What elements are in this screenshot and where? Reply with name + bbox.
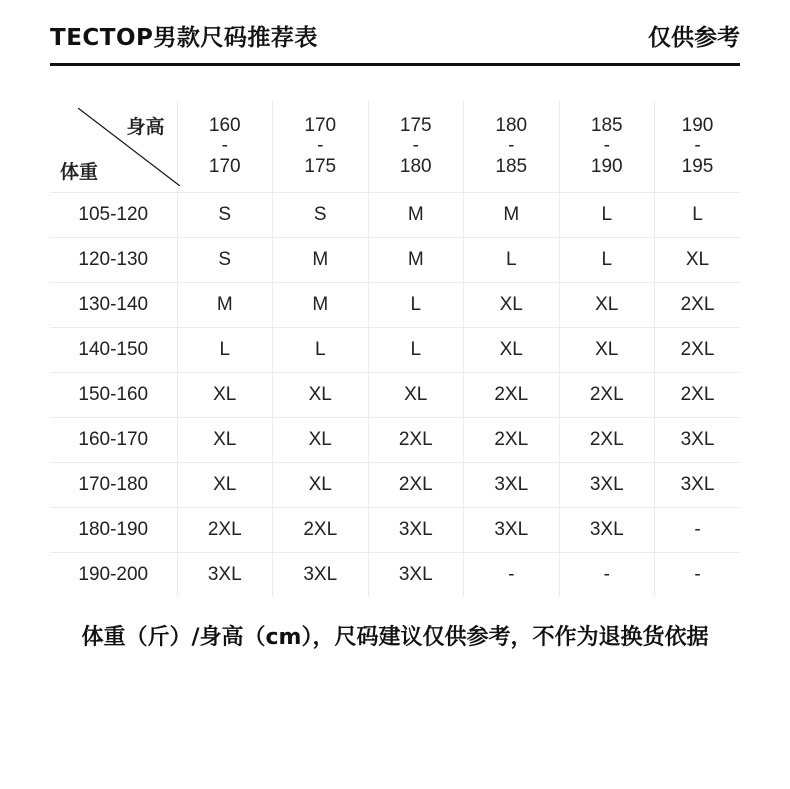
height-to: 170 [208, 156, 241, 177]
table-row [50, 193, 740, 238]
weight-range-cell: 160-170 [50, 418, 177, 463]
size-cell: 2XL [368, 418, 464, 463]
size-chart-table [50, 100, 740, 597]
size-cell: 3XL [464, 463, 560, 508]
height-header-cell [177, 100, 273, 193]
size-cell: 3XL [273, 553, 369, 598]
height-from: 170 [304, 115, 337, 136]
size-cell: - [464, 553, 560, 598]
size-cell: - [559, 553, 655, 598]
size-cell: 2XL [559, 418, 655, 463]
size-cell: 3XL [464, 508, 560, 553]
size-cell: XL [368, 373, 464, 418]
size-cell: M [368, 238, 464, 283]
reference-note: 仅供参考 [648, 24, 740, 51]
height-to: 190 [590, 156, 623, 177]
weight-range-cell: 120-130 [50, 238, 177, 283]
size-cell: XL [273, 373, 369, 418]
page-title: TECTOP男款尺码推荐表 [50, 24, 318, 51]
height-to: 185 [495, 156, 528, 177]
size-cell: 2XL [655, 328, 741, 373]
height-header-cell [464, 100, 560, 193]
size-cell: XL [273, 418, 369, 463]
table-row [50, 418, 740, 463]
size-cell: L [559, 238, 655, 283]
table-header-row [50, 100, 740, 193]
table-row [50, 553, 740, 598]
table-row [50, 283, 740, 328]
weight-range-cell: 180-190 [50, 508, 177, 553]
height-to: 175 [304, 156, 337, 177]
height-dash: - [317, 135, 324, 156]
size-cell: XL [177, 463, 273, 508]
size-cell: 2XL [655, 283, 741, 328]
size-cell: L [368, 283, 464, 328]
size-cell: XL [177, 418, 273, 463]
size-cell: 2XL [559, 373, 655, 418]
size-cell: 3XL [368, 508, 464, 553]
height-dash: - [694, 135, 701, 156]
height-from: 180 [495, 115, 528, 136]
height-header-cell [273, 100, 369, 193]
size-cell: XL [464, 328, 560, 373]
height-from: 175 [399, 115, 432, 136]
height-dash: - [603, 135, 610, 156]
size-cell: 2XL [464, 418, 560, 463]
size-cell: S [273, 193, 369, 238]
size-cell: XL [273, 463, 369, 508]
size-cell: L [655, 193, 741, 238]
weight-range-cell: 190-200 [50, 553, 177, 598]
size-cell: 2XL [177, 508, 273, 553]
size-cell: L [273, 328, 369, 373]
height-header-cell [655, 100, 741, 193]
size-cell: M [273, 238, 369, 283]
size-cell: 3XL [559, 463, 655, 508]
size-cell: XL [559, 328, 655, 373]
size-cell: XL [177, 373, 273, 418]
size-cell: S [177, 193, 273, 238]
size-cell: 2XL [273, 508, 369, 553]
weight-range-cell: 140-150 [50, 328, 177, 373]
header-divider [50, 63, 740, 66]
height-dash: - [221, 135, 228, 156]
weight-axis-label: 体重 [60, 161, 99, 183]
size-cell: S [177, 238, 273, 283]
weight-range-cell: 130-140 [50, 283, 177, 328]
size-cell: M [273, 283, 369, 328]
size-cell: L [368, 328, 464, 373]
size-cell: 2XL [655, 373, 741, 418]
size-cell: XL [655, 238, 741, 283]
table-row [50, 373, 740, 418]
size-cell: 3XL [177, 553, 273, 598]
weight-range-cell: 170-180 [50, 463, 177, 508]
corner-cell [50, 100, 177, 193]
height-axis-label: 身高 [126, 116, 165, 138]
height-from: 160 [208, 115, 241, 136]
size-cell: 2XL [464, 373, 560, 418]
footer-disclaimer: 体重（斤）/身高（cm），尺码建议仅供参考，不作为退换货依据 [81, 625, 709, 650]
size-cell: XL [464, 283, 560, 328]
height-dash: - [508, 135, 515, 156]
weight-range-cell: 105-120 [50, 193, 177, 238]
size-cell: L [559, 193, 655, 238]
size-cell: 3XL [655, 463, 741, 508]
size-cell: 3XL [655, 418, 741, 463]
size-cell: - [694, 564, 701, 585]
size-cell: 3XL [368, 553, 464, 598]
table-row [50, 328, 740, 373]
table-row [50, 508, 740, 553]
height-from: 190 [681, 115, 714, 136]
size-cell: M [177, 283, 273, 328]
height-to: 180 [399, 156, 432, 177]
height-header-cell [559, 100, 655, 193]
size-cell: 3XL [559, 508, 655, 553]
height-header-cell [368, 100, 464, 193]
height-dash: - [412, 135, 419, 156]
size-cell: L [464, 238, 560, 283]
table-row [50, 463, 740, 508]
page-header [50, 14, 740, 56]
height-from: 185 [590, 115, 623, 136]
size-cell: M [464, 193, 560, 238]
size-cell: XL [559, 283, 655, 328]
weight-range-cell: 150-160 [50, 373, 177, 418]
size-cell: M [368, 193, 464, 238]
size-cell: L [177, 328, 273, 373]
height-to: 195 [681, 156, 714, 177]
size-cell: - [655, 508, 741, 553]
table-row [50, 238, 740, 283]
size-cell: 2XL [368, 463, 464, 508]
